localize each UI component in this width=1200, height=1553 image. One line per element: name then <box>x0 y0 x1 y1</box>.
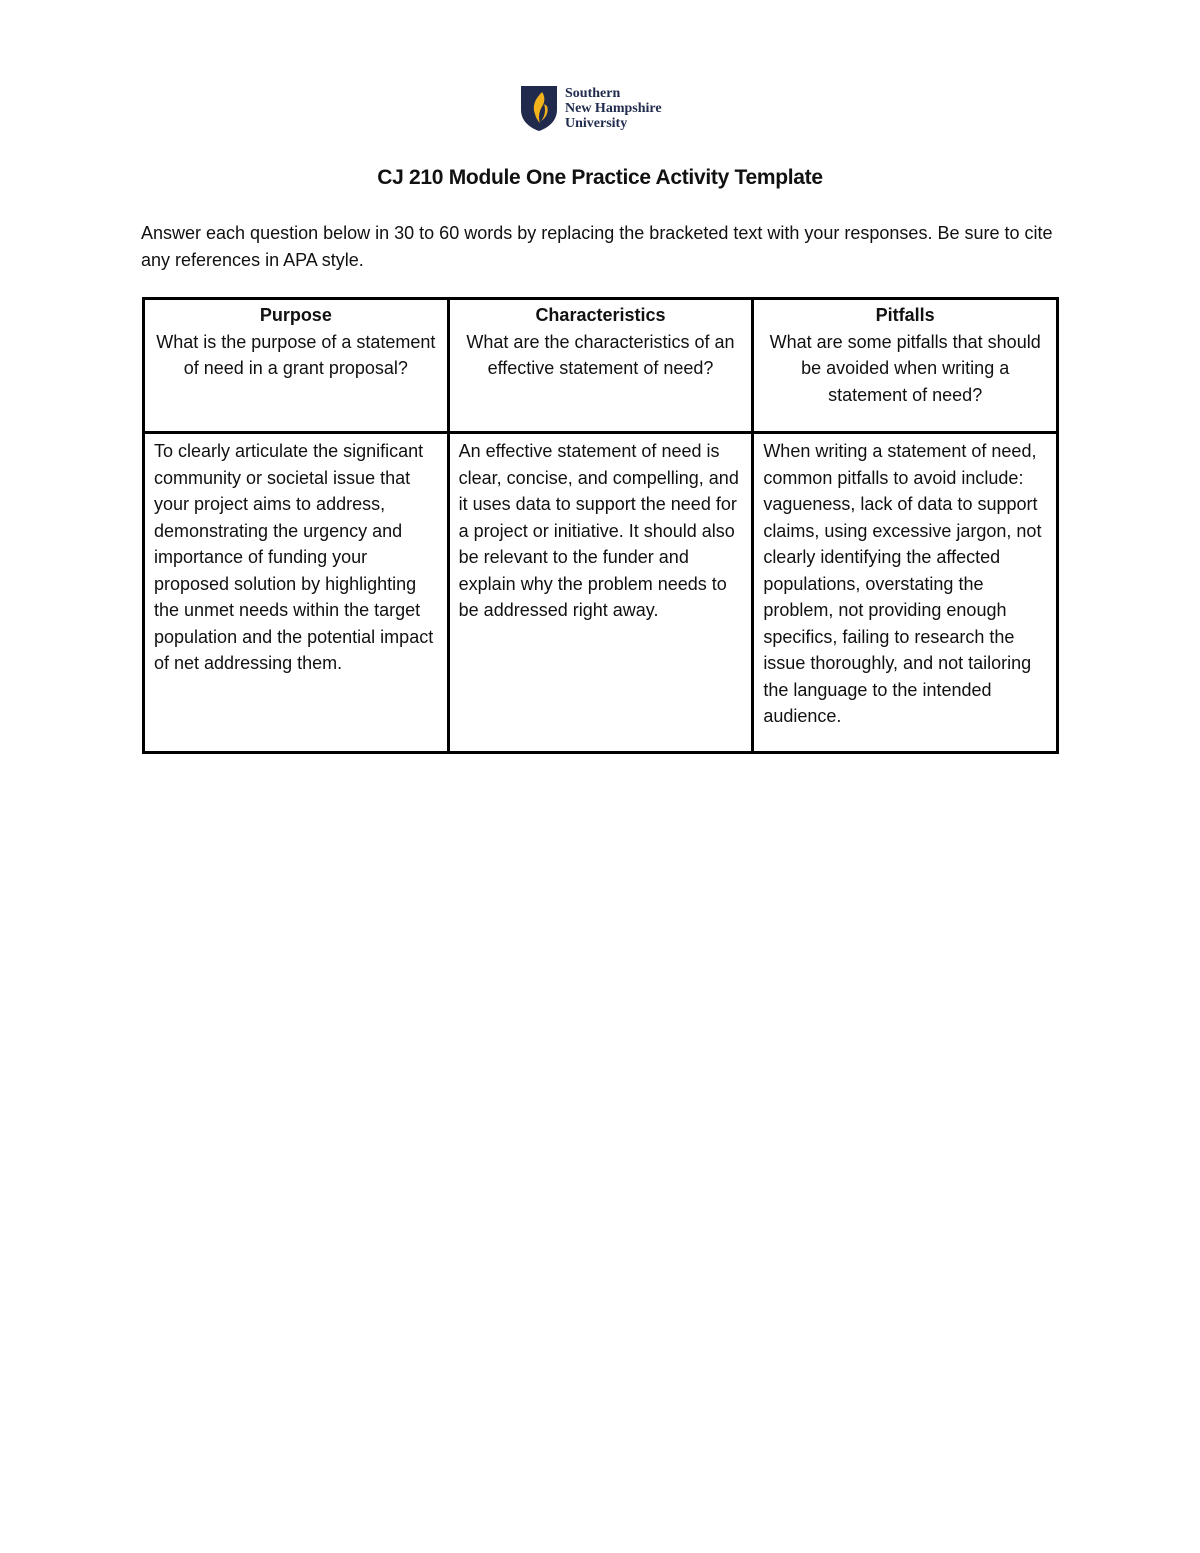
table-row <box>144 433 1058 753</box>
column-heading: Purpose <box>259 305 332 325</box>
header-cell-pitfalls <box>753 299 1058 433</box>
column-question: What is the purpose of a statement of need in a grant proposal? <box>156 331 436 378</box>
logo-line-2: New Hampshire <box>565 100 662 116</box>
column-heading: Characteristics <box>535 305 666 325</box>
column-heading: Pitfalls <box>875 305 935 325</box>
answer-cell-characteristics[interactable]: An effective statement of need is clear, concise, and compelling, and it uses data to support the need for a project or initiative. It should also be relevant to the funder and explain why the problem needs to be addressed right away. <box>448 433 753 753</box>
response-table <box>142 297 1059 754</box>
column-question: What are some pitfalls that should be avoided when writing a statement of need? <box>769 331 1041 405</box>
header-cell-characteristics <box>448 299 753 433</box>
answer-cell-pitfalls[interactable]: When writing a statement of need, common pitfalls to avoid include: vagueness, lack of data to support claims, using excessive jargon, not clearly identifying the affected populations, overstating the problem, not providing enough specifics, failing to research the issue thoroughly, and not tailoring the language to the intended audience. <box>753 433 1058 753</box>
logo-wordmark <box>565 86 662 131</box>
column-question: What are the characteristics of an effective statement of need? <box>466 331 735 378</box>
flame-shield-icon <box>519 84 559 132</box>
logo-line-1: Southern <box>565 85 621 101</box>
header-cell-purpose <box>144 299 449 433</box>
document-title: CJ 210 Module One Practice Activity Template <box>377 166 823 189</box>
table-header-row <box>144 299 1058 433</box>
logo-line-3: University <box>565 115 628 131</box>
answer-cell-purpose[interactable]: To clearly articulate the significant community or societal issue that your project aims to address, demonstrating the urgency and importance of funding your proposed solution by highlighting the unmet needs within the target population and the potential impact of net addressing them. <box>144 433 449 753</box>
university-logo <box>519 83 689 133</box>
instructions-paragraph: Answer each question below in 30 to 60 words by replacing the bracketed text with your responses. Be sure to cite any references in APA style. <box>141 223 1053 270</box>
